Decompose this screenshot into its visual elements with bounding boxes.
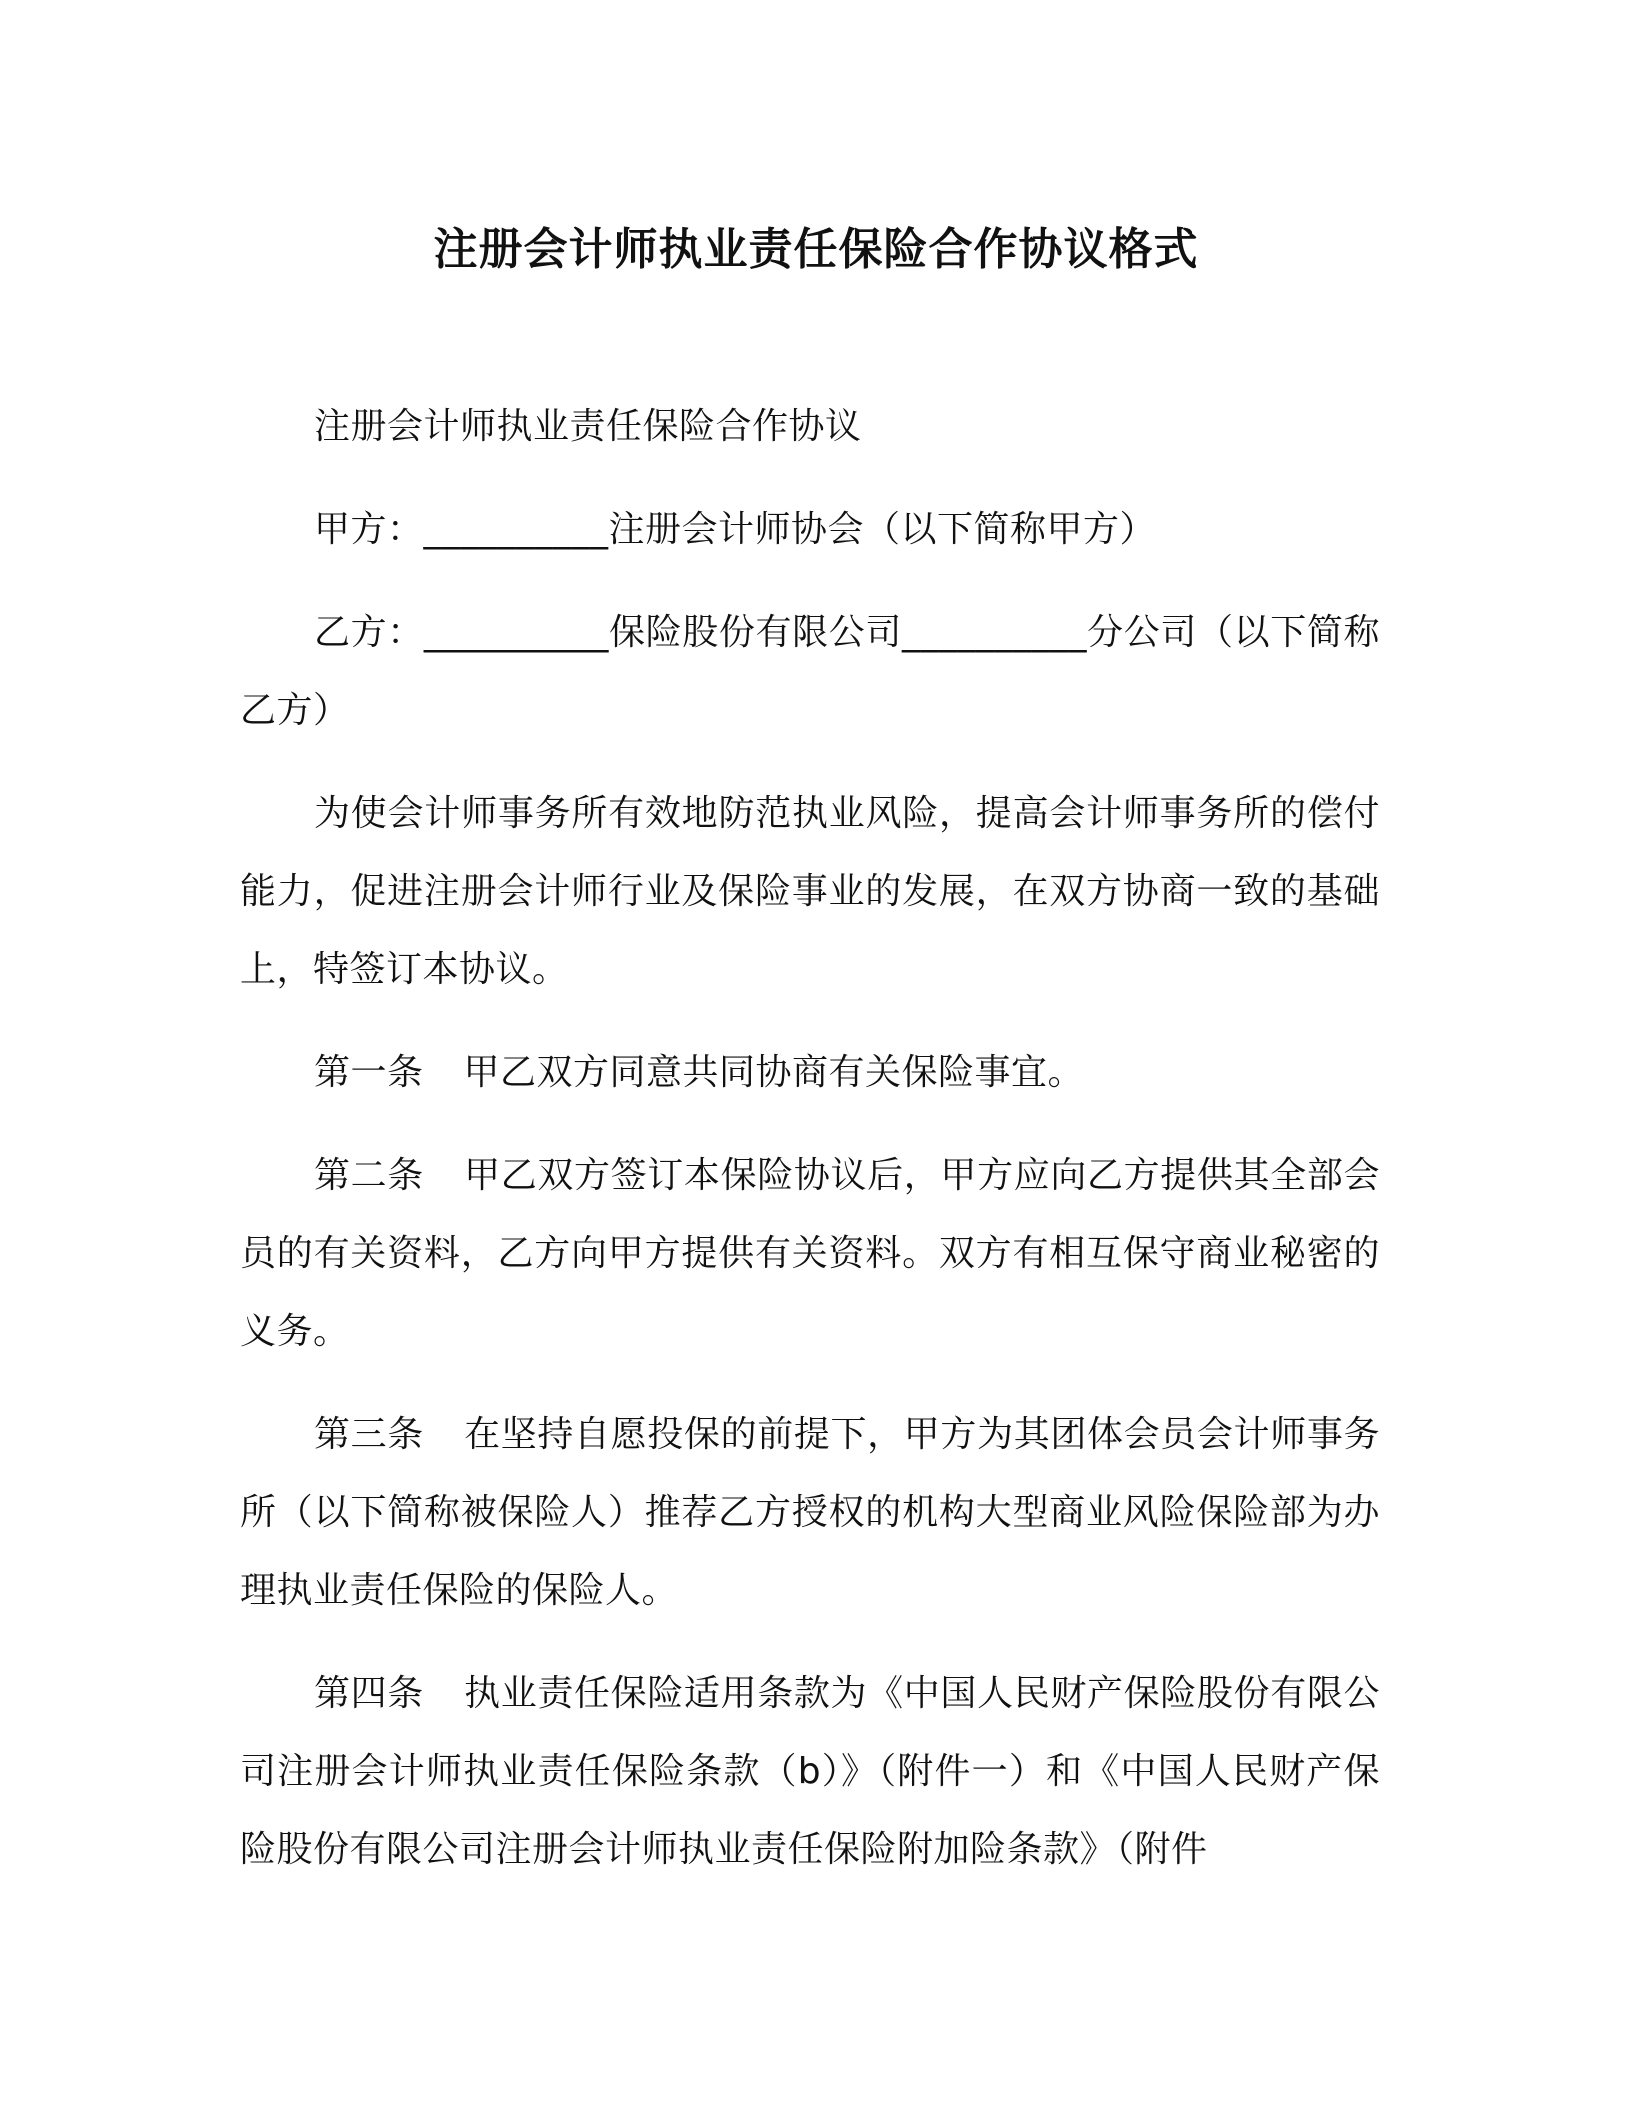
article-label: 第四条 bbox=[314, 1673, 424, 1714]
document-body bbox=[240, 388, 1380, 1914]
article-2 bbox=[240, 1137, 1380, 1371]
article-1 bbox=[240, 1034, 1380, 1112]
article-label: 第三条 bbox=[314, 1414, 424, 1455]
article-text: 甲乙双方同意共同协商有关保险事宜。 bbox=[463, 1052, 1085, 1093]
article-label: 第一条 bbox=[314, 1052, 424, 1093]
article-label: 第二条 bbox=[314, 1155, 424, 1196]
party-b-line: 乙方：__________保险股份有限公司__________分公司（以下简称乙方） bbox=[240, 612, 1380, 731]
article-4 bbox=[240, 1655, 1380, 1889]
party-a-line: 甲方：__________注册会计师协会（以下简称甲方） bbox=[314, 509, 1157, 550]
document-title: 注册会计师执业责任保险合作协议格式 bbox=[433, 224, 1199, 275]
preamble-paragraph: 为使会计师事务所有效地防范执业风险，提高会计师事务所的偿付能力，促进注册会计师行业及保险事业的发展，在双方协商一致的基础上，特签订本协议。 bbox=[240, 793, 1380, 990]
article-text: 执业责任保险适用条款为《中国人民财产保险股份有限公司注册会计师执业责任保险条款（b）》（附件一）和《中国人民财产保险股份有限公司注册会计师执业责任保险附加险条款》（附件 bbox=[240, 1673, 1380, 1870]
article-3 bbox=[240, 1396, 1380, 1630]
article-text: 在坚持自愿投保的前提下，甲方为其团体会员会计师事务所（以下简称被保险人）推荐乙方授权的机构大型商业风险保险部为办理执业责任保险的保险人。 bbox=[240, 1414, 1380, 1611]
article-text: 甲乙双方签订本保险协议后，甲方应向乙方提供其全部会员的有关资料，乙方向甲方提供有关资料。双方有相互保守商业秘密的义务。 bbox=[240, 1155, 1380, 1352]
agreement-subtitle: 注册会计师执业责任保险合作协议 bbox=[314, 406, 862, 447]
